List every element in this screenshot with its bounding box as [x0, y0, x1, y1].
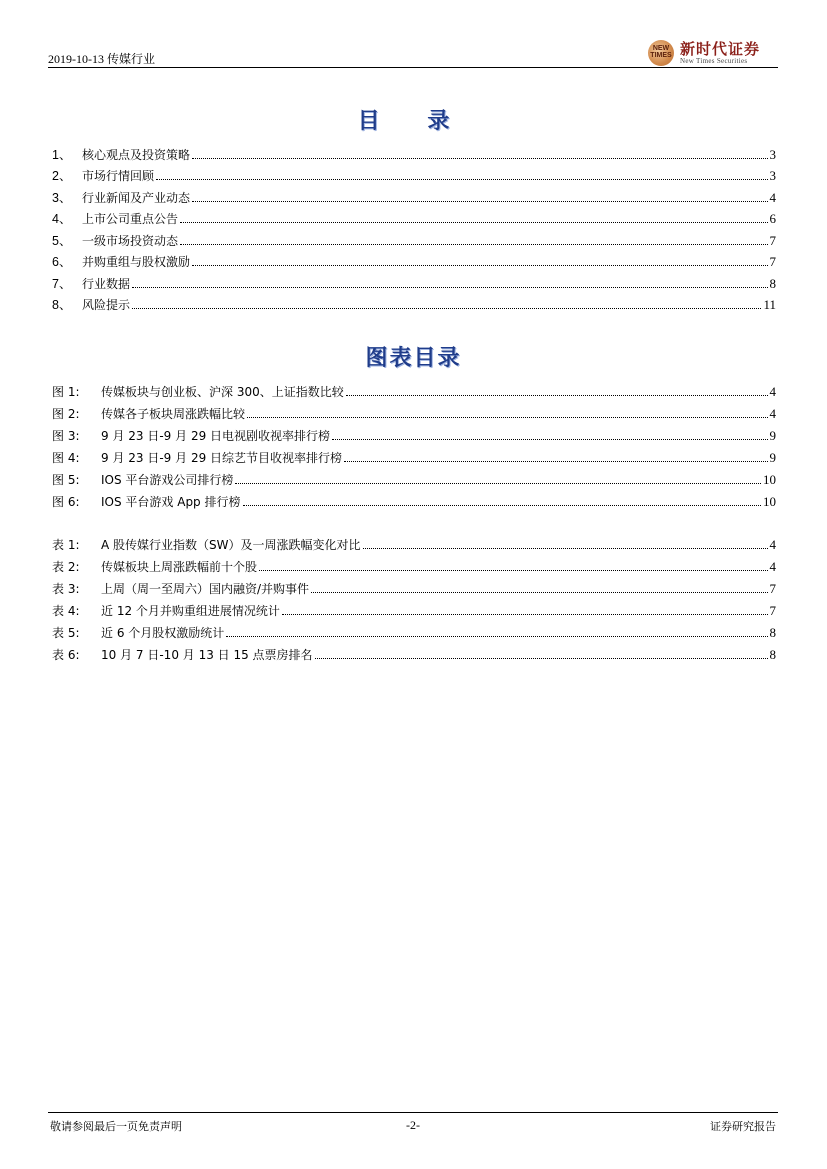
figure-entry-label: 9 月 23 日-9 月 29 日综艺节目收视率排行榜	[101, 451, 343, 465]
figure-entry-number: 图 1:	[52, 385, 80, 399]
report-type: 证券研究报告	[710, 1120, 776, 1133]
toc-entry-label: 核心观点及投资策略	[82, 148, 191, 162]
table-entry-number: 表 2:	[52, 560, 80, 574]
toc-entry-page: 11	[763, 297, 776, 312]
page-footer	[48, 1112, 778, 1133]
toc-entry-label: 并购重组与股权激励	[82, 255, 191, 269]
logo-mark-text: NEW TIMES	[650, 45, 672, 59]
leader-dots	[243, 505, 762, 506]
disclaimer-note: 敬请参阅最后一页免责声明	[50, 1120, 182, 1133]
toc-entry[interactable]	[52, 164, 776, 184]
figure-entry-page: 10	[763, 472, 776, 487]
toc-entry-page: 7	[769, 254, 776, 269]
toc-entry-page: 3	[769, 147, 776, 162]
table-entry-number: 表 1:	[52, 538, 80, 552]
company-logo	[648, 38, 778, 68]
table-entry-label: 10 月 7 日-10 月 13 日 15 点票房排名	[101, 648, 313, 662]
header-divider	[48, 67, 778, 68]
report-date: 2019-10-13	[48, 52, 104, 66]
figure-index-title: 图表目录	[365, 345, 462, 371]
figure-entry[interactable]	[52, 446, 776, 466]
figure-entry-label: 传媒板块与创业板、沪深 300、上证指数比较	[101, 385, 344, 399]
leader-dots	[192, 158, 767, 159]
figure-entry-page: 4	[769, 384, 776, 399]
table-entry[interactable]	[52, 643, 776, 663]
table-entry-label: A 股传媒行业指数（SW）及一周涨跌幅变化对比	[101, 538, 361, 552]
leader-dots	[156, 179, 767, 180]
toc-entry-label: 上市公司重点公告	[82, 212, 179, 226]
header-date-line	[48, 50, 155, 67]
page-number: -2-	[406, 1118, 420, 1132]
table-entry-page: 7	[769, 581, 776, 596]
figure-entry-label: IOS 平台游戏 App 排行榜	[101, 495, 241, 509]
table-entry-page: 8	[769, 625, 776, 640]
figure-entry-page: 10	[763, 494, 776, 509]
table-entry[interactable]	[52, 599, 776, 619]
figure-entry-label: 9 月 23 日-9 月 29 日电视剧收视率排行榜	[101, 429, 331, 443]
toc-entry-label: 一级市场投资动态	[82, 234, 179, 248]
table-entry-number: 表 4:	[52, 604, 80, 618]
table-entry-number: 表 5:	[52, 626, 80, 640]
leader-dots	[332, 439, 767, 440]
figure-entry[interactable]	[52, 380, 776, 400]
table-entry-number: 表 6:	[52, 648, 80, 662]
leader-dots	[282, 614, 768, 615]
leader-dots	[346, 395, 768, 396]
toc-entry-number: 4、	[52, 212, 72, 226]
table-entry-number: 表 3:	[52, 582, 80, 596]
toc-entry-number: 5、	[52, 234, 72, 248]
table-entry-label: 上周（周一至周六）国内融资/并购事件	[101, 582, 310, 596]
figure-entry[interactable]	[52, 424, 776, 444]
table-entry[interactable]	[52, 577, 776, 597]
figure-entry[interactable]	[52, 490, 776, 510]
toc-entry[interactable]	[52, 207, 776, 227]
leader-dots	[192, 265, 767, 266]
page-header	[48, 38, 778, 68]
toc-entry[interactable]	[52, 186, 776, 206]
leader-dots	[247, 417, 767, 418]
leader-dots	[315, 658, 768, 659]
toc-entry-number: 2、	[52, 169, 72, 183]
figure-entry-number: 图 5:	[52, 473, 80, 487]
toc-entry-number: 1、	[52, 148, 72, 162]
figure-entry-number: 图 2:	[52, 407, 80, 421]
toc-entry[interactable]	[52, 229, 776, 249]
leader-dots	[226, 636, 767, 637]
figure-entry[interactable]	[52, 468, 776, 488]
table-entry[interactable]	[52, 555, 776, 575]
leader-dots	[132, 308, 761, 309]
figure-entry-number: 图 6:	[52, 495, 80, 509]
toc-entry[interactable]	[52, 143, 776, 163]
toc-entry[interactable]	[52, 293, 776, 313]
toc-entry-label: 行业数据	[82, 277, 131, 291]
leader-dots	[132, 287, 767, 288]
toc-entry-page: 6	[769, 211, 776, 226]
toc-entry-number: 7、	[52, 277, 72, 291]
toc-entry-number: 8、	[52, 298, 72, 312]
figure-entry-label: 传媒各子板块周涨跌幅比较	[101, 407, 246, 421]
figure-entry-page: 9	[769, 428, 776, 443]
figure-entry-page: 9	[769, 450, 776, 465]
report-industry: 传媒行业	[107, 52, 156, 66]
table-entry-page: 8	[769, 647, 776, 662]
toc-entry-page: 3	[769, 168, 776, 183]
logo-company-english: New Times Securities	[680, 57, 748, 65]
toc-title: 目 录	[357, 108, 470, 134]
leader-dots	[180, 222, 767, 223]
table-entry-label: 近 12 个月并购重组进展情况统计	[101, 604, 280, 618]
toc-entry-page: 4	[769, 190, 776, 205]
table-entry-page: 4	[769, 559, 776, 574]
toc-entry-number: 6、	[52, 255, 72, 269]
figure-entry-number: 图 4:	[52, 451, 80, 465]
toc-entry-label: 行业新闻及产业动态	[82, 191, 191, 205]
figure-entry-label: IOS 平台游戏公司排行榜	[101, 473, 234, 487]
toc-entry-label: 风险提示	[82, 298, 131, 312]
leader-dots	[235, 483, 761, 484]
figure-entry[interactable]	[52, 402, 776, 422]
figure-entry-page: 4	[769, 406, 776, 421]
leader-dots	[180, 244, 767, 245]
toc-entry-page: 8	[769, 276, 776, 291]
toc-entry-page: 7	[769, 233, 776, 248]
leader-dots	[344, 461, 767, 462]
table-entry-label: 传媒板块上周涨跌幅前十个股	[101, 560, 258, 574]
toc-entry[interactable]	[52, 250, 776, 270]
leader-dots	[259, 570, 767, 571]
toc-entry-label: 市场行情回顾	[82, 169, 155, 183]
toc-entry[interactable]	[52, 272, 776, 292]
leader-dots	[311, 592, 767, 593]
table-entry-label: 近 6 个月股权激励统计	[101, 626, 225, 640]
logo-company-name: 新时代证券	[680, 40, 761, 58]
table-entry-page: 7	[769, 603, 776, 618]
table-entry[interactable]	[52, 533, 776, 553]
toc-entry-number: 3、	[52, 191, 72, 205]
leader-dots	[363, 548, 768, 549]
table-entry-page: 4	[769, 537, 776, 552]
figure-entry-number: 图 3:	[52, 429, 80, 443]
leader-dots	[192, 201, 767, 202]
table-entry[interactable]	[52, 621, 776, 641]
